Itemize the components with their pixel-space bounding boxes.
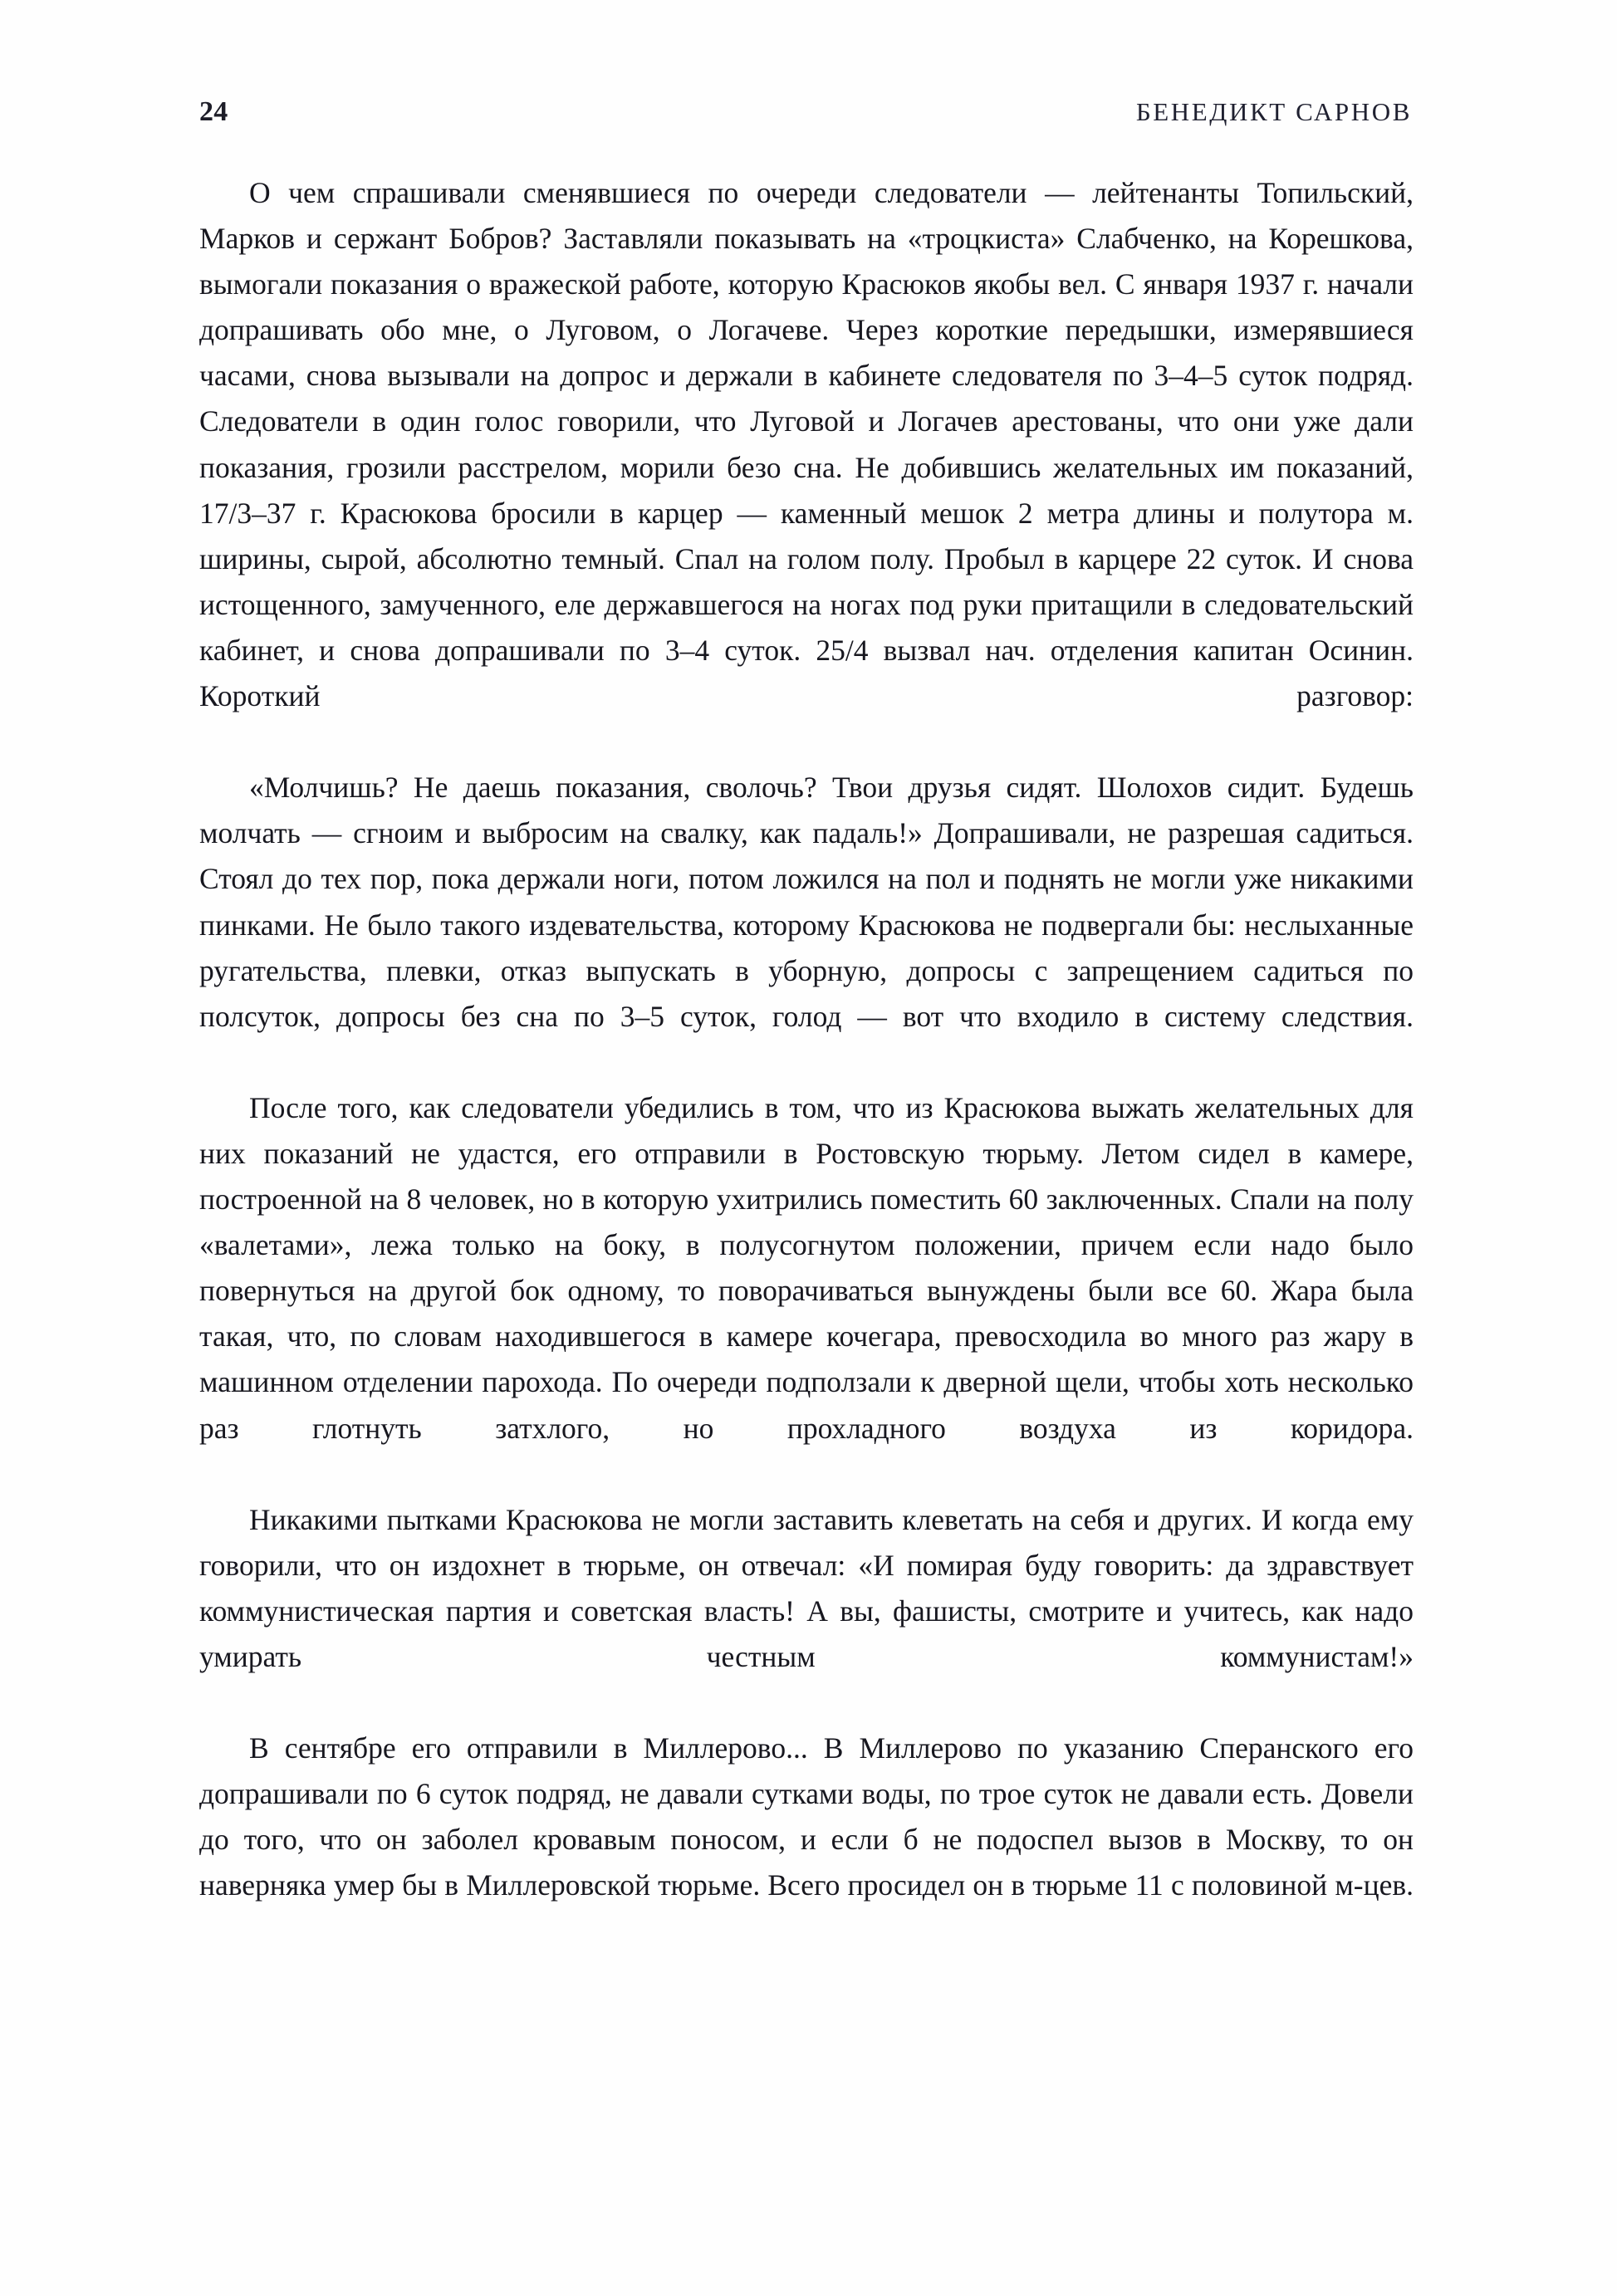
paragraph: В сентябре его отправили в Миллерово... В Миллерово по указанию Сперанского его допрашивали по 6 суток подряд, не давали сутками воды, по трое суток не давали есть. Довели до того, что он заболел кровавым поносом, и если б не подоспел вызов в Москву, то он наверняка умер бы в Миллеровской тюрьме. Всего просидел он в тюрьме 11 с половиной м-цев. xyxy=(199,1731,1414,1902)
running-head xyxy=(199,98,1412,136)
page-number: 24 xyxy=(199,96,228,127)
body-text xyxy=(199,170,1414,1955)
paragraph: После того, как следователи убедились в том, что из Красюкова выжать желательных для них показаний не удастся, его отправили в Ростовскую тюрьму. Летом сидел в камере, построенной на 8 человек, но в которую ухитрились поместить 60 заключенных. Спали на полу «валетами», лежа только на боку, в полусогнутом положении, причем если надо было повернуться на другой бок одному, то поворачиваться вынуждены были все 60. Жара была такая, что, по словам находившегося в камере кочегара, превосходила во много раз жару в машинном отделении парохода. По очереди подползали к дверной щели, чтобы хоть несколько раз глотнуть затхлого, но прохладного воздуха из коридора. xyxy=(199,1090,1414,1445)
paragraph: Никакими пытками Красюкова не могли заставить клеветать на себя и других. И когда ему говорили, что он издохнет в тюрьме, он отвечал: «И помирая буду говорить: да здравствует коммунистическая партия и советская власть! А вы, фашисты, смотрите и учитесь, как надо умирать честным коммунистам!» xyxy=(199,1502,1414,1673)
running-head-author: БЕНЕДИКТ САРНОВ xyxy=(1135,97,1412,126)
paragraph: «Молчишь? Не даешь показания, сволочь? Твои друзья сидят. Шолохов сидит. Будешь молчать — сгноим и выбросим на свалку, как падаль!» Допрашивали, не разрешая садиться. Стоял до тех пор, пока держали ноги, потом ложился на пол и поднять не могли уже никакими пинками. Не было такого издевательства, которому Красюкова не подвергали бы: неслыханные ругательства, плевки, отказ выпускать в уборную, допросы с запрещением садиться по полсуток, допросы без сна по 3–5 суток, голод — вот что входило в систему следствия. xyxy=(199,771,1414,1033)
paragraph: О чем спрашивали сменявшиеся по очереди следователи — лейтенанты Топильский, Марков и сержант Бобров? Заставляли показывать на «троцкиста» Слабченко, на Корешкова, вымогали показания о вражеской работе, которую Красюков якобы вел. С января 1937 г. начали допрашивать обо мне, о Луговом, о Логачеве. Через короткие передышки, измерявшиеся часами, снова вызывали на допрос и держали в кабинете следователя по 3–4–5 суток подряд. Следователи в один голос говорили, что Луговой и Логачев арестованы, что они уже дали показания, грозили расстрелом, морили безо сна. Не добившись желательных им показаний, 17/3–37 г. Красюкова бросили в карцер — каменный мешок 2 метра длины и полутора м. ширины, сырой, абсолютно темный. Спал на голом полу. Пробыл в карцере 22 суток. И снова истощенного, замученного, еле державшегося на ногах под руки притащили в следовательский кабинет, и снова допрашивали по 3–4 суток. 25/4 вызвал нач. отделения капитан Осинин. Короткий разговор: xyxy=(199,176,1414,713)
